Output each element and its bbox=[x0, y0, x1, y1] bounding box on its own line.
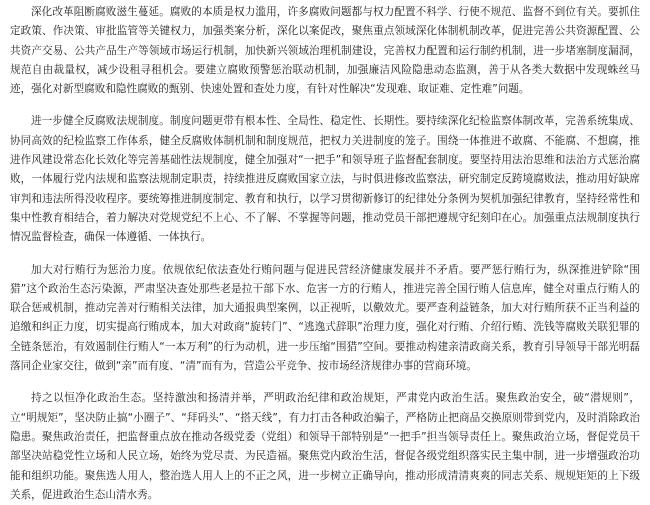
paragraph-anti-corruption-reform: 深化改革阻断腐败滋生蔓延。腐败的本质是权力滥用，许多腐败问题都与权力配置不科学、行使不规范、监督不到位有关。要抓住定政策、作决策、审批监管等关键权力，加强类案分析，深化以案促改，聚焦重点领域深化体制机制改革，促进完善公共资源配置、公共资产交易、公共产品生产等领域市场运行机制，加快新兴领域治理机制建设，完善权力配置和运行制约机制，进一步堵塞制度漏洞，规范自由裁量权，减少设租寻租机会。要建立腐败预警惩治联动机制，加强廉洁风险隐患动态监测，善于从各类大数据中发现蛛丝马迹，强化对新型腐败和隐性腐败的甄别、快速处置和查处力度，有针对性解决“发现难、取证难、定性难”问题。 bbox=[10, 6, 640, 96]
paragraph-bribery-punishment: 加大对行贿行为惩治力度。依规依纪依法查处行贿问题与促进民营经济健康发展并不矛盾。要严惩行贿行为，纵深推进铲除“围猎”这个政治生态污染源，严肃坚决查处那些老是拉干部下水、危害一方的行贿人，推进完善全国行贿人信息库，健全对重点行贿人的联合惩戒机制，推动完善对行贿相关法律，加大通报典型案例，以正视听，以儆效尤。要严查利益链条，加大对行贿所获不正当利益的追缴和纠正力度，切实提高行贿成本，加大对政商“旋转门”、“逃逸式辞职”治理力度，强化对行贿、介绍行贿、洗钱等腐败关联犯罪的全链条惩治，有效遏制住行贿人“一本万利”的行为动机，进一步压缩“围猎”空间。要推动构建亲清政商关系，教育引导领导干部光明磊落同企业家交往，做到“亲”而有度、“清”而有为，营造公平竞争、按市场经济规律办事的营商环境。 bbox=[10, 263, 640, 373]
paragraph-political-ecology: 持之以恒净化政治生态。坚持激浊和扬清并举，严明政治纪律和政治规矩，严肃党内政治生活。聚焦政治安全，破“潜规则”，立“明规矩”，坚决防止搞“小圈子”、“拜码头”、“搭天线”，有力打击各种政治骗子，严格防止把商品交换原则带到党内，及时消除政治隐患。聚焦政治责任，把监督重点放在推动各级党委（党组）和领导干部特别是“一把手”担当领导责任上。聚焦政治立场，督促党员干部坚决站稳党性立场和人民立场，始终为党尽责、为民造福。聚焦党内政治生活，督促各级党组织落实民主集中制，进一步增强政治功能和组织功能。聚焦选人用人，整治选人用人上的不正之风，进一步树立正确导向，推动形成清清爽爽的同志关系、规规矩矩的上下级关系，促进政治生态山清水秀。 bbox=[10, 392, 640, 501]
paragraph-regulations: 进一步健全反腐败法规制度。制度问题更带有根本性、全局性、稳定性、长期性。要持续深化纪检监察体制改革，完善系统集成、协同高效的纪检监察工作体系，健全反腐败体制机制和制度规范，把权力关进制度的笼子。围绕一体推进不敢腐、不能腐、不想腐，推进作风建设常态化长效化等完善基础性法规制度，健全加强对“一把手”和领导班子监督配套制度。要坚持用法治思维和法治方式惩治腐败，一体履行党内法规和监察法规制定职责，持续推进反腐败国家立法，与时俱进修改监察法，研究制定反跨境腐败法，推动用好缺席审判和违法所得没收程序。要统筹推进制度制定、教育和执行，以学习贯彻新修订的纪律处分条例为契机加强纪律教育，坚持经常性和集中性教育相结合，着力解决对党规党纪不上心、不了解、不掌握等问题，推动党员干部把遵规守纪刻印在心。加强重点法规制度执行情况监督检查，确保一体遵循、一体执行。 bbox=[10, 115, 640, 244]
